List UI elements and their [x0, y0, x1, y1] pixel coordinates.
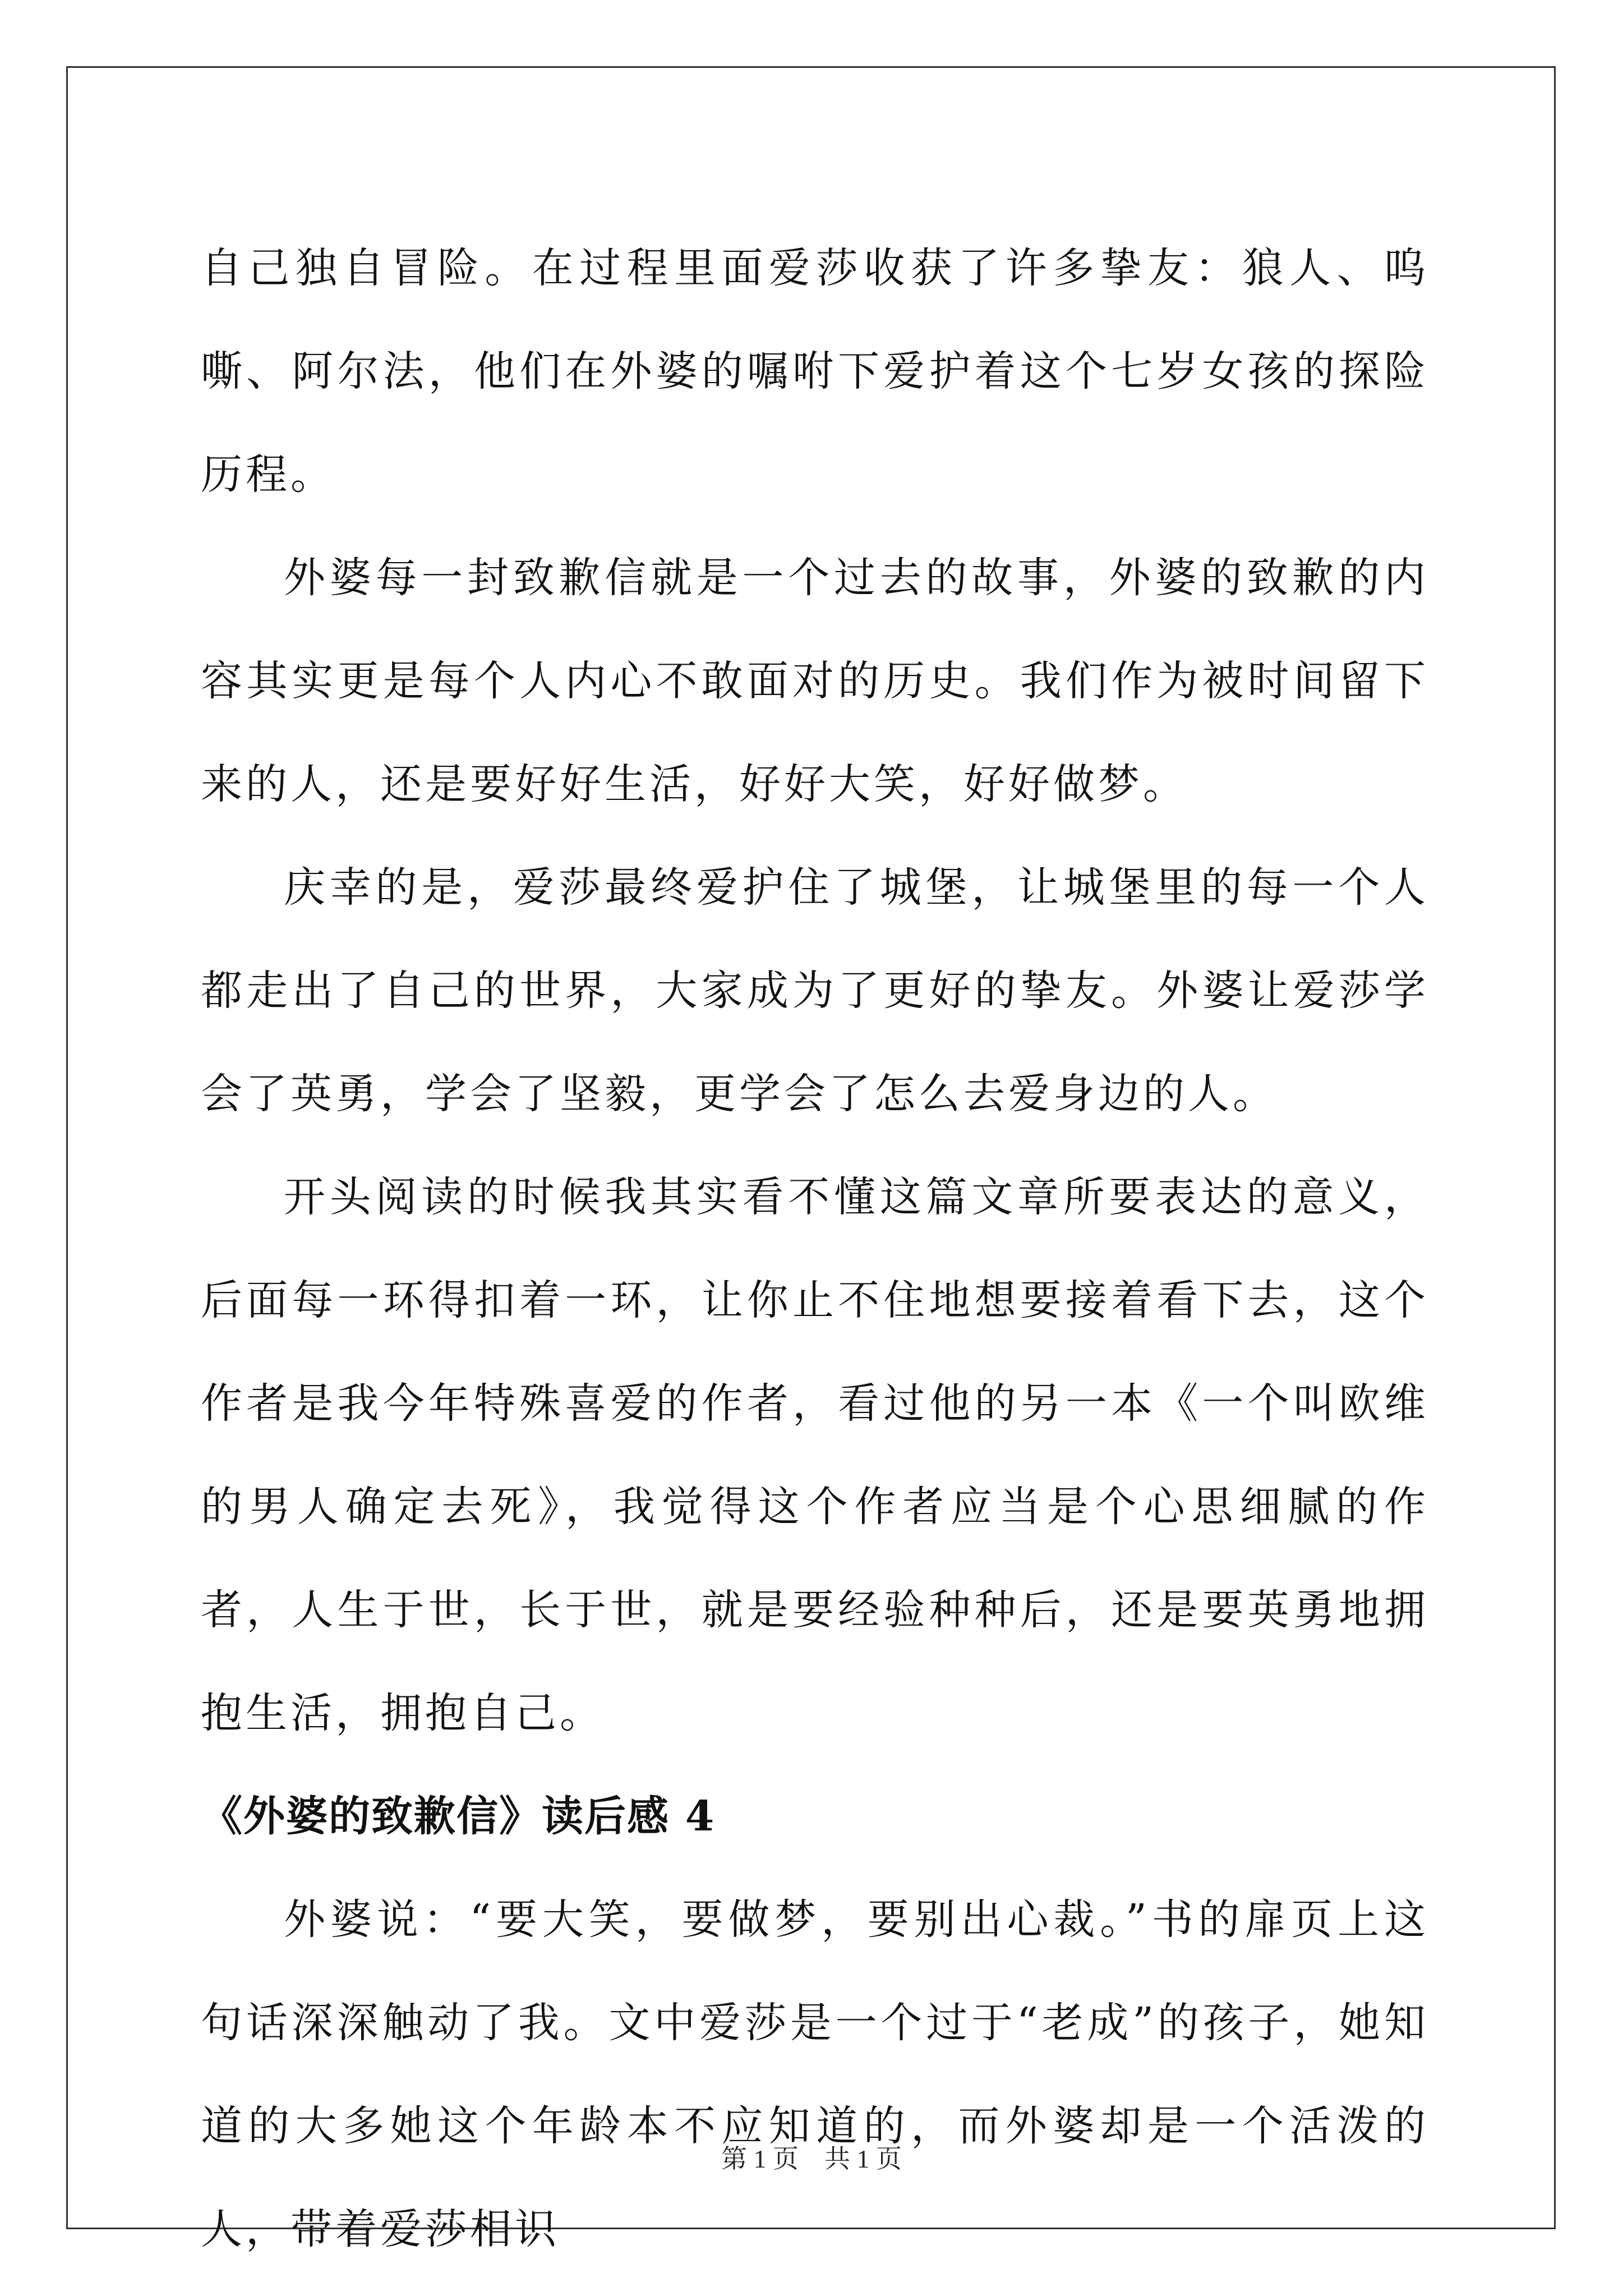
paragraph-1: 自己独自冒险。在过程里面爱莎收获了许多挚友：狼人、呜嘶、阿尔法，他们在外婆的嘱咐下爱护着这个七岁女孩的探险历程。 — [201, 244, 1429, 499]
paragraph-5: 外婆说：“要大笑，要做梦，要别出心裁。”书的扉页上这句话深深触动了我。文中爱莎是一个过于“老成”的孩子，她知道的大多她这个年龄本不应知道的，而外婆却是一个活泼的人，带着爱莎相识 — [201, 1895, 1429, 2253]
paragraph-4: 开头阅读的时候我其实看不懂这篇文章所要表达的意义，后面每一环得扣着一环，让你止不住地想要接着看下去，这个作者是我今年特殊喜爱的作者，看过他的另一本《一个叫欧维的男人确定去死》，我觉得这个作者应当是个心思细腻的作者，人生于世，长于世，就是要经验种种后，还是要英勇地拥抱生活，拥抱自己。 — [201, 1173, 1429, 1737]
paragraph-2: 外婆每一封致歉信就是一个过去的故事，外婆的致歉的内容其实更是每个人内心不敢面对的历史。我们作为被时间留下来的人，还是要好好生活，好好大笑，好好做梦。 — [201, 554, 1429, 808]
paragraph-3: 庆幸的是，爱莎最终爱护住了城堡，让城堡里的每一个人都走出了自己的世界，大家成为了更好的挚友。外婆让爱莎学会了英勇，学会了坚毅，更学会了怎么去爱身边的人。 — [201, 863, 1429, 1118]
document-body — [201, 217, 1429, 2281]
page-number-footer: 第 1 页 共 1 页 — [721, 2145, 902, 2173]
section-heading: 《外婆的致歉信》读后感 4 — [201, 1792, 716, 1841]
